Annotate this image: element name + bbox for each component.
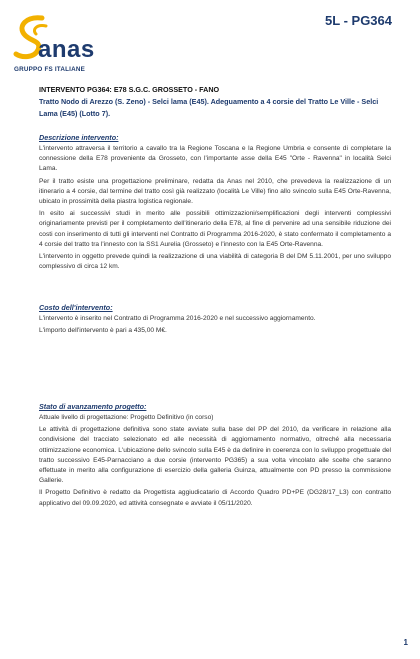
section-heading: Descrizione intervento:	[39, 133, 119, 142]
logo-subtitle: GRUPPO FS ITALIANE	[14, 66, 86, 73]
title-line-1: INTERVENTO PG364: E78 S.G.C. GROSSETO - FANO	[39, 85, 220, 94]
paragraph: Il Progetto Definitivo è redatto da Progettista aggiudicatario di Accordo Quadro PD+PE (DG28/17_L3) con contratto applicativo del 09.09.2020, ed attività consegnate e avviate il 05/11/2020.	[39, 489, 391, 507]
paragraph: In esito ai successivi studi in merito alle possibili ottimizzazioni/semplificazioni degli interventi complessivi originariamente previsti per il completamento dell'itinerario della E78, al fine di pervenire ad una sensibile riduzione dei costi con inserimento di tutti gli interventi nel Contratto di Programma 2016-2020, è stato confermato il completamento a 4 corsie del tratto tra l'innesto con la SS1 Aurelia (Grosseto) e l'innesto con la E45 Orte-Ravenna.	[39, 210, 391, 248]
section-stato	[39, 402, 391, 511]
anas-logo	[12, 14, 122, 72]
section-heading: Stato di avanzamento progetto:	[39, 402, 147, 411]
section-costo	[39, 303, 391, 338]
paragraph: Per il tratto esiste una progettazione preliminare, redatta da Anas nel 2010, che prevedeva la realizzazione di un itinerario a 4 corsie, dal termine del tratto così già realizzato (località Le Ville) fino allo svincolo sulla E45 Orte-Ravenna, ubicato in prossimità della piastra logistica regionale.	[39, 177, 391, 206]
section-heading: Costo dell'intervento:	[39, 303, 113, 312]
paragraph: Le attività di progettazione definitiva sono state avviate sulla base del PP del 2010, da verificare in relazione alla condivisione del tracciato selezionato ed alle necessità di aggiornamento normativo, oltreché alla necessaria ottimizzazione economica. L'ubicazione dello svincolo sulla E45 è da definire in coerenza con lo sviluppo progettuale del tratto successivo E45-Parnacciano a due corsie (intervento PG365) a sua volta vincolato alle scelte che saranno effettuate in merito alla configurazione di esercizio della galleria Guinza, attualmente con PD presso la commissione Gallerie.	[39, 426, 391, 485]
title-line-2: Tratto Nodo di Arezzo (S. Zeno) - Selci lama (E45). Adeguamento a 4 corsie del Tratto Le Ville - Selci Lama (E45) (Lotto 7).	[39, 97, 379, 118]
paragraph: L'importo dell'intervento è pari a 435,00 M€.	[39, 327, 167, 335]
paragraph: Attuale livello di progettazione: Progetto Definitivo (in corso)	[39, 414, 214, 421]
document-code: 5L - PG364	[325, 13, 392, 28]
section-descrizione	[39, 133, 391, 274]
paragraph: L'intervento in oggetto prevede quindi la realizzazione di una viabilità di categoria B del DM 5.11.2001, per uno sviluppo complessivo di circa 12 km.	[39, 253, 391, 271]
paragraph: L'intervento attraversa il territorio a cavallo tra la Regione Toscana e la Regione Umbria e consente di completare la connessione della E78 proveniente da Grosseto, con l'importante asse della E45 "Orte - Ravenna" in località Selci Lama.	[39, 145, 391, 173]
page-number: 1	[403, 638, 408, 647]
paragraph: L'intervento è inserito nel Contratto di Programma 2016-2020 e nel successivo aggiornamento.	[39, 315, 316, 322]
intervention-title	[39, 84, 389, 120]
logo-word: anas	[38, 36, 95, 63]
